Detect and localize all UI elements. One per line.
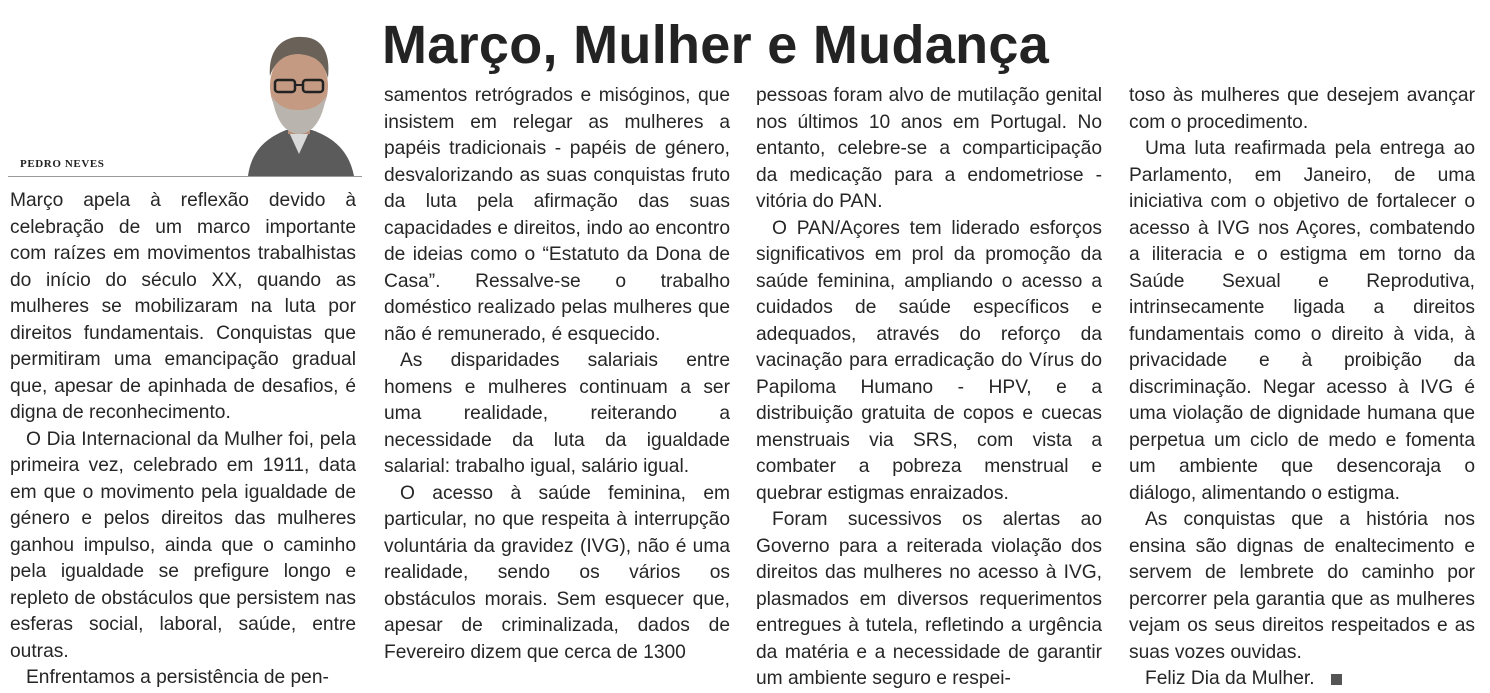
author-photo bbox=[236, 20, 362, 176]
paragraph: As disparidades salariais entre homens e mulheres continuam a ser uma realidade, reiterando a necessidade da luta da igualdade salarial: trabalho igual, salário igual. bbox=[384, 350, 730, 477]
paragraph: Foram sucessivos os alertas ao Governo para a reiterada violação dos direitos das mulheres no acesso à IVG, plasmados em diversos requerimentos entregues à tutela, refletindo a urgência da matéria e a necessidade de garantir um ambiente seguro e respei- bbox=[756, 509, 1102, 689]
paragraph: As conquistas que a história nos ensina são dignas de enaltecimento e servem de lembrete do caminho por percorrer pela garantia que as mulheres vejam os seus direitos respeitados e as suas vozes ouvidas. bbox=[1129, 509, 1475, 663]
paragraph: Uma luta reafirmada pela entrega ao Parlamento, em Janeiro, de uma iniciativa com o objetivo de fortalecer o acesso à IVG nos Açores, combatendo a iliteracia e o estigma em torno da Saúde Sexual e Reprodutiva, intrinsecamente ligada a direitos fundamentais como o direito à vida, à privacidade e à proibição da discriminação. Negar acesso à IVG é uma violação de dignidade humana que perpetua um ciclo de medo e fomenta um ambiente que desencoraja o diálogo, alimentando o estigma. bbox=[1129, 138, 1475, 504]
paragraph: O acesso à saúde feminina, em particular, no que respeita à interrupção voluntária da gravidez (IVG), não é uma realidade, sendo os vários os obstáculos morais. Sem esquecer que, apesar de criminalizada, dados de Fevereiro dizem que cerca de 1300 bbox=[384, 482, 730, 663]
text-column-3 bbox=[756, 83, 1102, 693]
closing-paragraph bbox=[1129, 666, 1475, 693]
author-byline bbox=[8, 18, 362, 176]
text-column-4 bbox=[1129, 83, 1475, 693]
text-column-2 bbox=[384, 83, 730, 666]
byline-divider bbox=[8, 176, 362, 177]
text-column-1 bbox=[10, 188, 356, 692]
paragraph: O Dia Internacional da Mulher foi, pela primeira vez, celebrado em 1911, data em que o movimento pela igualdade de género e pelos direitos das mulheres ganhou impulso, ainda que o caminho pela igualdade se prefigure longo e repleto de obstáculos que persistem nas esferas social, laboral, saúde, entre outras. bbox=[10, 428, 356, 662]
paragraph: samentos retrógrados e misóginos, que insistem em relegar as mulheres a papéis tradicionais - papéis de género, desvalorizando as suas conquistas fruto da luta pela afirmação das suas capacidades e direitos, indo ao encontro de ideias como o “Estatuto da Dona de Casa”. Ressalve-se o trabalho doméstico realizado pelas mulheres que não é remunerado, é esquecido. bbox=[384, 85, 730, 345]
paragraph: Março apela à reflexão devido à celebração de um marco importante com raízes em movimentos trabalhistas do início do século XX, quando as mulheres se mobilizaram na luta por direitos fundamentais. Conquistas que permitiram uma emancipação gradual que, apesar de apinhada de desafios, é digna de reconhecimento. bbox=[10, 190, 356, 423]
paragraph: Enfrentamos a persistência de pen- bbox=[26, 667, 329, 688]
closing-line: Feliz Dia da Mulher. bbox=[1145, 668, 1315, 689]
paragraph: pessoas foram alvo de mutilação genital nos últimos 10 anos em Portugal. No entanto, celebre-se a comparticipação da medicação para a endometriose - vitória do PAN. bbox=[756, 85, 1102, 212]
author-name: PEDRO NEVES bbox=[20, 158, 105, 170]
end-of-article-mark bbox=[1331, 674, 1342, 685]
article-title: Março, Mulher e Mudança bbox=[382, 15, 1050, 75]
paragraph: toso às mulheres que desejem avançar com o procedimento. bbox=[1129, 85, 1475, 133]
paragraph: O PAN/Açores tem liderado esforços significativos em prol da promoção da saúde feminina, ampliando o acesso a cuidados de saúde específicos e adequados, através do reforço da vacinação para erradicação do Vírus do Papiloma Humano - HPV, e a distribuição gratuita de copos e cuecas menstruais via SRS, com vista a combater a pobreza menstrual e quebrar estigmas enraizados. bbox=[756, 217, 1102, 504]
